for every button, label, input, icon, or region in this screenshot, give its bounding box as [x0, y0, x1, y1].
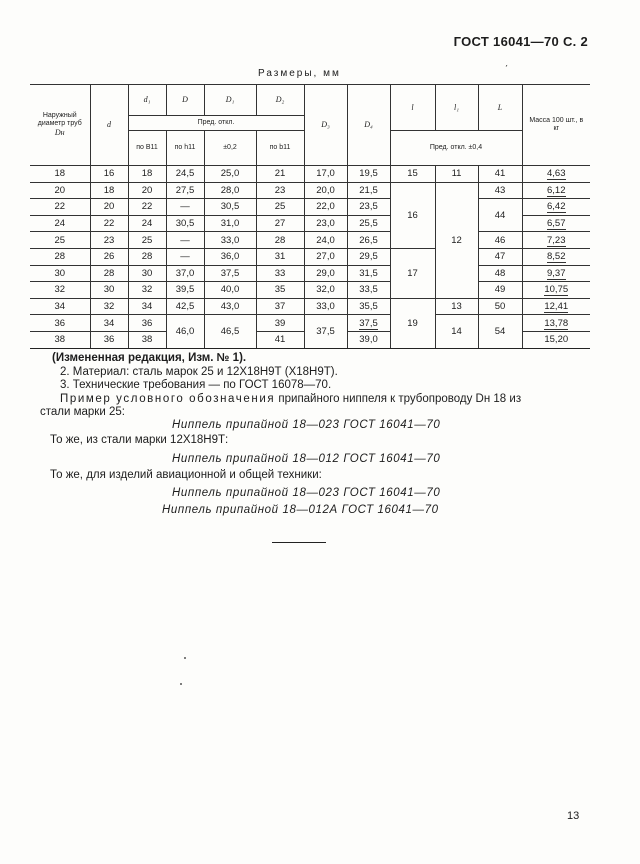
- table-row: [30, 182, 590, 199]
- table-cell: 33,0: [304, 298, 347, 315]
- table-cell: —: [166, 232, 204, 249]
- same-aviation-note: То же, для изделий авиационной и общей техники:: [50, 469, 322, 481]
- table-cell: 31: [256, 248, 304, 265]
- table-cell: 50: [478, 298, 522, 315]
- table-cell: 27,5: [166, 182, 204, 199]
- notes: [40, 352, 600, 420]
- table-cell: 25: [30, 232, 90, 249]
- table-cell: 35,5: [347, 298, 390, 315]
- table-cell: 29,0: [304, 265, 347, 282]
- table-cell: 30,5: [166, 215, 204, 232]
- table-cell: 37: [256, 298, 304, 315]
- table-cell: 4,63: [522, 166, 590, 183]
- table-cell: 37,5: [304, 315, 347, 348]
- table-cell: 41: [478, 166, 522, 183]
- table-cell: 6,57: [522, 215, 590, 232]
- table-cell: 13: [435, 298, 478, 315]
- header-outer-diameter: Наружный диаметр труб Dн: [30, 85, 90, 166]
- table-cell: 20,0: [304, 182, 347, 199]
- table-cell: 47: [478, 248, 522, 265]
- table-cell: 28: [256, 232, 304, 249]
- header-tol-D: по h11: [166, 131, 204, 166]
- table-cell: 22: [90, 215, 128, 232]
- table-cell: 17,0: [304, 166, 347, 183]
- table-cell: 17: [390, 248, 435, 298]
- table-cell: 27,0: [304, 248, 347, 265]
- table-cell: 18: [128, 166, 166, 183]
- table-cell: 25: [256, 199, 304, 216]
- table-cell: 8,52: [522, 248, 590, 265]
- table-cell: 32: [128, 282, 166, 299]
- table-cell: 46: [478, 232, 522, 249]
- example-line: Пример условного обозначения припайного ниппеля к трубопроводу Dн 18 из: [60, 392, 522, 405]
- table-caption: Размеры, мм: [258, 68, 341, 79]
- example-line-2: стали марки 25:: [40, 406, 125, 418]
- scan-speck: [180, 683, 182, 685]
- table-cell: 37,5: [204, 265, 256, 282]
- table-cell: 24,5: [166, 166, 204, 183]
- header-D: D: [166, 85, 204, 116]
- table-cell: 29,5: [347, 248, 390, 265]
- table-cell: 25: [128, 232, 166, 249]
- table-cell: 33,0: [204, 232, 256, 249]
- table-cell: 16: [90, 166, 128, 183]
- table-cell: 6,12: [522, 182, 590, 199]
- table-cell: 34: [30, 298, 90, 315]
- table-cell: 24,0: [304, 232, 347, 249]
- table-cell: 39,0: [347, 331, 390, 348]
- table-cell: 35: [256, 282, 304, 299]
- table-cell: 25,0: [204, 166, 256, 183]
- table-cell: 20: [90, 199, 128, 216]
- table-cell: 49: [478, 282, 522, 299]
- standard-reference: ГОСТ 16041—70 С. 2: [453, 34, 588, 49]
- table-row: [30, 282, 590, 299]
- table-cell: 54: [478, 315, 522, 348]
- table-cell: 30,5: [204, 199, 256, 216]
- table-cell: 39,5: [166, 282, 204, 299]
- table-cell: 12,41: [522, 298, 590, 315]
- table-cell: 46,0: [166, 315, 204, 348]
- table-cell: 18: [90, 182, 128, 199]
- header-tol-D1: ±0,2: [204, 131, 256, 166]
- table-cell: 36: [128, 315, 166, 332]
- table-cell: 28: [128, 248, 166, 265]
- designation-3: Ниппель припайной 18—023 ГОСТ 16041—70: [172, 487, 441, 499]
- page-number: 13: [567, 810, 580, 822]
- header-tol-d1: по B11: [128, 131, 166, 166]
- technical-note: 3. Технические требования — по ГОСТ 16078—70.: [60, 379, 332, 391]
- table-cell: 16: [390, 182, 435, 248]
- table-cell: 23,0: [304, 215, 347, 232]
- table-cell: 43,0: [204, 298, 256, 315]
- header-d1: d₁: [128, 85, 166, 116]
- scan-speck: [184, 657, 186, 659]
- table-cell: 21: [256, 166, 304, 183]
- designation-1: Ниппель припайной 18—023 ГОСТ 16041—70: [172, 419, 441, 431]
- table-cell: 23,5: [347, 199, 390, 216]
- table-cell: 36,0: [204, 248, 256, 265]
- table-cell: 23: [90, 232, 128, 249]
- header-d: d: [90, 85, 128, 166]
- table-cell: 14: [435, 315, 478, 348]
- table-cell: 34: [128, 298, 166, 315]
- table-row: [30, 315, 590, 332]
- header-L: L: [478, 85, 522, 131]
- table-cell: 32: [30, 282, 90, 299]
- header-l1: l₁: [435, 85, 478, 131]
- table-cell: 11: [435, 166, 478, 183]
- table-cell: 33,5: [347, 282, 390, 299]
- table-cell: 26: [90, 248, 128, 265]
- table-cell: 19,5: [347, 166, 390, 183]
- table-row: [30, 298, 590, 315]
- table-cell: —: [166, 248, 204, 265]
- table-cell: 18: [30, 166, 90, 183]
- table-cell: 28,0: [204, 182, 256, 199]
- table-cell: 42,5: [166, 298, 204, 315]
- table-cell: 20: [128, 182, 166, 199]
- table-row: [30, 166, 590, 183]
- table-cell: 10,75: [522, 282, 590, 299]
- table-cell: 12: [435, 182, 478, 298]
- header-D4: D₄: [347, 85, 390, 166]
- table-cell: 36: [30, 315, 90, 332]
- table-cell: 37,0: [166, 265, 204, 282]
- table-cell: 38: [30, 331, 90, 348]
- table-cell: 32,0: [304, 282, 347, 299]
- table-cell: 26,5: [347, 232, 390, 249]
- header-mass: Масса 100 шт., в кг: [522, 85, 590, 166]
- table-cell: 22: [128, 199, 166, 216]
- table-cell: 31,0: [204, 215, 256, 232]
- same-steel-note: То же, из стали марки 12Х18Н9Т:: [50, 434, 229, 446]
- table-cell: 21,5: [347, 182, 390, 199]
- table-cell: 19: [390, 298, 435, 348]
- table-header-row-1: [30, 85, 590, 116]
- table-cell: 28: [30, 248, 90, 265]
- table-cell: 7,23: [522, 232, 590, 249]
- table-cell: 48: [478, 265, 522, 282]
- header-tol-lengths: Пред. откл. ±0,4: [390, 131, 522, 166]
- header-l: l: [390, 85, 435, 131]
- table-cell: 30: [90, 282, 128, 299]
- end-rule: [272, 542, 326, 543]
- table-cell: 6,42: [522, 199, 590, 216]
- header-D2: D₂: [256, 85, 304, 116]
- table-cell: 13,78: [522, 315, 590, 332]
- table-cell: 34: [90, 315, 128, 332]
- header-tol-D2: по b11: [256, 131, 304, 166]
- material-note: 2. Материал: сталь марок 25 и 12Х18Н9Т (Х18Н9Т).: [60, 365, 338, 378]
- stray-mark: ˊ: [504, 63, 512, 76]
- table-row: [30, 265, 590, 282]
- designation-2: Ниппель припайной 18—012 ГОСТ 16041—70: [172, 453, 441, 465]
- table-cell: 30: [30, 265, 90, 282]
- table-cell: 15,20: [522, 331, 590, 348]
- table-cell: 24: [128, 215, 166, 232]
- header-D1: D₁: [204, 85, 256, 116]
- table-cell: 46,5: [204, 315, 256, 348]
- table-cell: 25,5: [347, 215, 390, 232]
- table-cell: 15: [390, 166, 435, 183]
- table-row: [30, 232, 590, 249]
- dimensions-table: [30, 84, 590, 349]
- header-tolerance: Пред. откл.: [128, 116, 304, 131]
- table-cell: 32: [90, 298, 128, 315]
- table-cell: 33: [256, 265, 304, 282]
- header-D3: D₃: [304, 85, 347, 166]
- table-cell: 20: [30, 182, 90, 199]
- table-row: [30, 248, 590, 265]
- table-cell: 30: [128, 265, 166, 282]
- table-cell: 40,0: [204, 282, 256, 299]
- table-cell: 44: [478, 199, 522, 232]
- table-cell: 31,5: [347, 265, 390, 282]
- table-row: [30, 199, 590, 216]
- table-cell: 22,0: [304, 199, 347, 216]
- table-cell: 41: [256, 331, 304, 348]
- table-cell: 9,37: [522, 265, 590, 282]
- table-cell: 27: [256, 215, 304, 232]
- table-cell: 23: [256, 182, 304, 199]
- table-cell: 36: [90, 331, 128, 348]
- table-cell: 43: [478, 182, 522, 199]
- designation-4: Ниппель припайной 18—012А ГОСТ 16041—70: [162, 504, 439, 516]
- table-cell: 28: [90, 265, 128, 282]
- edited-note: (Измененная редакция, Изм. № 1).: [52, 352, 247, 364]
- table-cell: 24: [30, 215, 90, 232]
- table-cell: 39: [256, 315, 304, 332]
- table-cell: 37,5: [347, 315, 390, 332]
- table-cell: 38: [128, 331, 166, 348]
- table-cell: 22: [30, 199, 90, 216]
- table-cell: —: [166, 199, 204, 216]
